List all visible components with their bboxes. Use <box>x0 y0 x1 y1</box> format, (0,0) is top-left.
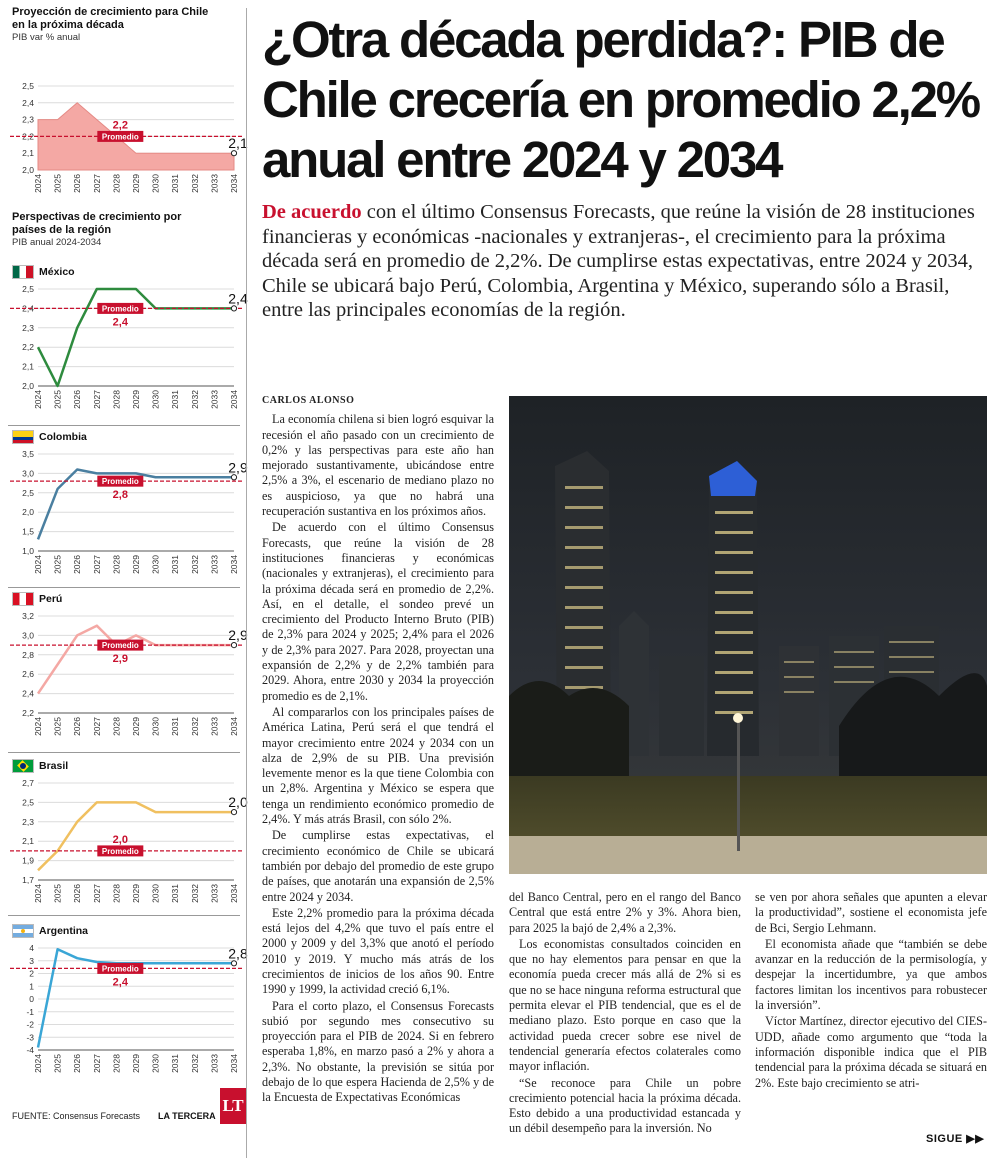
santiago-skyline-photo <box>509 396 987 874</box>
argentina-flag-icon <box>12 924 34 938</box>
x-tick-label: 2032 <box>189 717 200 736</box>
end-value-label: 2,9 <box>228 627 248 644</box>
end-point <box>231 810 236 815</box>
y-tick-label: 2,5 <box>22 81 34 91</box>
y-tick-label: 1,7 <box>22 875 34 885</box>
x-tick-label: 2031 <box>170 884 181 903</box>
y-tick-label: 2,3 <box>22 322 34 333</box>
x-tick-label: 2027 <box>91 555 102 574</box>
x-tick-label: 2032 <box>189 390 200 409</box>
col1-paragraph: La economía chilena si bien logró esquivar la recesión el año pasado con un crecimiento de 0,2% y las perspectivas para este año han mejorado sustantivamente, ubicándose entre 2,5% a 3%, el escenario de mediano plazo no es auspicioso, ya que no habrá una recuperación sustantiva en los próximos años. <box>262 412 494 519</box>
average-value-label: 2,0 <box>112 833 128 846</box>
x-tick-label: 2024 <box>33 717 43 736</box>
col2-paragraph: del Banco Central, pero en el rango del Banco Central que está entre 2% y 3%. Ahora bien, para 2025 la bajó de 2,4% a 2,3%. <box>509 890 741 935</box>
x-tick-label: 2027 <box>91 174 102 193</box>
x-tick-label: 2031 <box>170 174 181 193</box>
y-tick-label: 2,0 <box>22 165 34 175</box>
chile-chart-title: Proyección de crecimiento para Chile en la próxima década <box>12 6 209 31</box>
y-tick-label: 2,2 <box>22 708 34 718</box>
col1-paragraph: Este 2,2% promedio para la próxima década está lejos del 4,2% que tuvo el país entre el 2000 y 2009 y del 3,3% que anotó el período 2010 y 2019. Y mucho más atrás de los crecimientos de inicios de los años 90. Entre 1990 y 1999, la actividad creció 6,1%. <box>262 905 494 997</box>
x-tick-label: 2033 <box>209 174 220 193</box>
x-tick-label: 2033 <box>209 884 220 903</box>
night-city-image <box>509 396 987 874</box>
country-label-mexico <box>12 265 75 279</box>
end-value-label: 2,8 <box>228 945 248 962</box>
promedio-label: Promedio <box>101 641 139 651</box>
average-value-label: 2,2 <box>112 119 128 132</box>
x-tick-label: 2027 <box>91 1054 102 1073</box>
x-tick-label: 2028 <box>111 555 122 574</box>
y-tick-label: 2,7 <box>22 778 34 788</box>
region-title: Perspectivas de crecimiento por países de la región <box>12 211 182 236</box>
col2-paragraph: “Se reconoce para Chile un pobre crecimiento potencial hacia la próxima década. Esto debido a una productividad estancada y un débil desempeño para la inversión. No <box>509 1075 741 1136</box>
x-tick-label: 2025 <box>52 390 63 409</box>
country-label-argentina <box>12 924 88 938</box>
argentina-name: Argentina <box>39 925 89 937</box>
x-tick-label: 2029 <box>131 884 141 903</box>
x-tick-label: 2030 <box>150 884 161 903</box>
x-tick-label: 2028 <box>111 884 122 903</box>
col1-paragraph: De cumplirse estas expectativas, el crecimiento económico de Chile se ubicará también por debajo del promedio de este grupo de países, que anotarán una expansión de 2,5% entre 2024 y 2034. <box>262 828 494 904</box>
y-tick-label: 2,2 <box>22 131 34 142</box>
x-tick-label: 2033 <box>209 555 220 574</box>
x-tick-label: 2033 <box>209 390 220 409</box>
country-label-peru <box>12 592 62 606</box>
col1-paragraph: Al compararlos con los principales países de América Latina, Perú será el que tendrá el mayor crecimiento entre 2024 y 2034 con un alza de 2,9% de su PIB. Una previsión levemente menor es la que tiene Colombia con un 2,8%. Argentina y México se espera que tenga un rendimiento económico promedio de 2,4%. Y más atrás Brasil, con sólo 2%. <box>262 704 494 827</box>
la-tercera-logo: LT <box>220 1088 246 1124</box>
col3-paragraph: El economista añade que “también se debe avanzar en la reducción de la permisología, y despejar la incertidumbre, ya que ambos factores limitan los incentivos para robustecer la inversión”. <box>755 936 987 1013</box>
end-value-label: 2,0 <box>228 794 248 811</box>
y-tick-label: 2 <box>29 968 34 979</box>
end-point <box>231 961 236 966</box>
column-divider <box>246 8 247 1158</box>
x-tick-label: 2031 <box>170 555 181 574</box>
brasil-growth-chart <box>8 777 248 912</box>
x-tick-label: 2025 <box>52 1054 63 1073</box>
col2-paragraph: Los economistas consultados coinciden en que no hay elementos para pensar en que la economía pueda crecer más allá de 2% si es que no se hace ninguna reforma estructural que permita elevar el PIB tendencial, que es el de mediano plazo. Esto porque en caso que la actividad pueda crecer sobre ese nivel de tendencial generaría efectos colaterales como mayor inflación. <box>509 936 741 1074</box>
x-tick-label: 2034 <box>229 884 239 903</box>
article-column-1 <box>262 393 494 1107</box>
y-tick-label: 3 <box>29 955 34 966</box>
average-value-label: 2,9 <box>112 653 128 666</box>
x-tick-label: 2029 <box>131 717 141 736</box>
average-value-label: 2,8 <box>112 489 128 502</box>
x-tick-label: 2024 <box>33 884 43 903</box>
peru-growth-chart <box>8 610 248 745</box>
y-tick-label: 2,0 <box>22 507 34 518</box>
average-value-label: 2,4 <box>112 976 128 989</box>
col1-paragraph: Para el corto plazo, el Consensus Forecasts subió por segundo mes consecutivo su proyección para el PIB de 2024. Si en febrero esperaba 1,8%, en marzo pasó a 2% y ahora a 2,3%. No obstante, la previsión se sitúa por debajo de lo que espera Hacienda de 2,5% y de la Encuesta de Expectativas Económicas <box>262 998 494 1105</box>
x-tick-label: 2029 <box>131 1054 141 1073</box>
y-tick-label: 2,3 <box>22 816 34 827</box>
y-tick-label: -1 <box>26 1006 34 1017</box>
x-tick-label: 2027 <box>91 390 102 409</box>
x-tick-label: 2025 <box>52 884 63 903</box>
article-column-3 <box>755 890 987 1092</box>
y-tick-label: -2 <box>26 1019 34 1030</box>
x-tick-label: 2026 <box>72 174 83 193</box>
y-tick-label: 2,6 <box>22 669 34 680</box>
x-tick-label: 2032 <box>189 174 200 193</box>
x-tick-label: 2026 <box>72 884 83 903</box>
chile-growth-chart <box>8 80 248 202</box>
byline: CARLOS ALONSO <box>262 395 355 406</box>
y-tick-label: 1 <box>29 981 34 992</box>
y-tick-label: 2,4 <box>22 688 34 699</box>
chart-source: FUENTE: Consensus Forecasts <box>12 1111 141 1121</box>
peru-flag-icon <box>12 592 34 606</box>
x-tick-label: 2025 <box>52 555 63 574</box>
y-tick-label: 1,5 <box>22 526 34 537</box>
x-tick-label: 2031 <box>170 1054 181 1073</box>
x-tick-label: 2026 <box>72 717 83 736</box>
x-tick-label: 2030 <box>150 174 161 193</box>
mexico-name: México <box>39 266 75 278</box>
col3-paragraph: se ven por ahora señales que apunten a elevar la productividad”, sostiene el economista jefe de Bci, Sergio Lehmann. <box>755 890 987 935</box>
country-label-colombia <box>12 430 87 444</box>
x-tick-label: 2025 <box>52 717 63 736</box>
y-tick-label: 1,9 <box>22 855 34 866</box>
y-tick-label: 2,1 <box>22 361 34 372</box>
y-tick-label: 2,5 <box>22 284 34 294</box>
peru-name: Perú <box>39 593 63 605</box>
x-tick-label: 2028 <box>111 717 122 736</box>
mexico-flag-icon <box>12 265 34 279</box>
y-tick-label: 2,0 <box>22 381 34 391</box>
promedio-label: Promedio <box>101 964 139 974</box>
y-tick-label: -4 <box>26 1045 34 1055</box>
y-tick-label: 3,0 <box>22 630 34 641</box>
x-tick-label: 2024 <box>33 555 43 574</box>
x-tick-label: 2028 <box>111 174 122 193</box>
x-tick-label: 2034 <box>229 174 239 193</box>
end-point <box>231 643 236 648</box>
y-tick-label: 2,1 <box>22 148 34 159</box>
x-tick-label: 2029 <box>131 390 141 409</box>
y-tick-label: 3,5 <box>22 449 34 459</box>
x-tick-label: 2030 <box>150 555 161 574</box>
country-label-brasil <box>12 759 68 773</box>
y-tick-label: 2,1 <box>22 836 34 847</box>
colombia-growth-chart <box>8 448 248 583</box>
y-tick-label: 2,5 <box>22 797 34 808</box>
x-tick-label: 2032 <box>189 1054 200 1073</box>
y-tick-label: 2,3 <box>22 114 34 125</box>
x-tick-label: 2028 <box>111 390 122 409</box>
lead-text: con el último Consensus Forecasts, que reúne la visión de 28 instituciones financieras y económicas -nacionales y extranjeras-, el crecimiento para la próxima década será en promedio de 2,2%. De cumplirse estas expectativas, entre 2024 y 2034, Chile se ubicará bajo Perú, Colombia, Argentina y México, superando sólo a Brasil, entre las principales economías de la región. <box>262 201 975 321</box>
newspaper-name: LA TERCERA <box>158 1111 216 1121</box>
average-value-label: 2,4 <box>112 316 128 329</box>
x-tick-label: 2034 <box>229 555 239 574</box>
y-tick-label: 1,0 <box>22 546 34 556</box>
y-tick-label: 2,8 <box>22 649 34 660</box>
x-tick-label: 2027 <box>91 884 102 903</box>
colombia-flag-icon <box>12 430 34 444</box>
promedio-label: Promedio <box>101 132 139 142</box>
mexico-growth-chart <box>8 283 248 418</box>
x-tick-label: 2028 <box>111 1054 122 1073</box>
article-column-2 <box>509 890 741 1138</box>
x-tick-label: 2025 <box>52 174 63 193</box>
end-point <box>231 475 236 480</box>
col3-paragraph: Víctor Martínez, director ejecutivo del CIES-UDD, añade como argumento que “toda la información disponible indica que el PIB tendencial para la próxima década se situará en 2%. Este bajo crecimiento se atri- <box>755 1014 987 1090</box>
y-tick-label: 0 <box>29 994 34 1004</box>
argentina-growth-chart <box>8 942 248 1082</box>
region-subtitle: PIB anual 2024-2034 <box>12 237 102 248</box>
x-tick-label: 2024 <box>33 174 43 193</box>
article-headline: ¿Otra década perdida?: PIB de Chile crecería en promedio 2,2% anual entre 2024 y 2034 <box>262 11 979 188</box>
x-tick-label: 2031 <box>170 390 181 409</box>
y-tick-label: 3,2 <box>22 611 34 621</box>
brasil-flag-icon <box>12 759 34 773</box>
end-value-label: 2,1 <box>228 135 248 152</box>
x-tick-label: 2033 <box>209 717 220 736</box>
end-value-label: 2,4 <box>228 290 248 307</box>
x-tick-label: 2026 <box>72 1054 83 1073</box>
y-tick-label: 2,4 <box>22 97 34 108</box>
x-tick-label: 2034 <box>229 390 239 409</box>
end-point <box>231 306 236 311</box>
y-tick-label: -3 <box>26 1032 34 1043</box>
x-tick-label: 2024 <box>33 390 43 409</box>
x-tick-label: 2032 <box>189 555 200 574</box>
x-tick-label: 2030 <box>150 717 161 736</box>
x-tick-label: 2032 <box>189 884 200 903</box>
y-tick-label: 3,0 <box>22 468 34 479</box>
y-tick-label: 2,5 <box>22 487 34 498</box>
colombia-name: Colombia <box>39 431 87 443</box>
end-point <box>231 151 236 156</box>
end-value-label: 2,9 <box>228 459 248 476</box>
x-tick-label: 2024 <box>33 1054 43 1073</box>
x-tick-label: 2031 <box>170 717 181 736</box>
x-tick-label: 2026 <box>72 390 83 409</box>
x-tick-label: 2034 <box>229 1054 239 1073</box>
promedio-label: Promedio <box>101 477 139 487</box>
promedio-label: Promedio <box>101 304 139 314</box>
x-tick-label: 2027 <box>91 717 102 736</box>
x-tick-label: 2026 <box>72 555 83 574</box>
x-tick-label: 2033 <box>209 1054 220 1073</box>
continue-label[interactable]: SIGUE ▶▶ <box>926 1133 985 1145</box>
x-tick-label: 2030 <box>150 1054 161 1073</box>
y-tick-label: 4 <box>29 943 34 953</box>
x-tick-label: 2030 <box>150 390 161 409</box>
x-tick-label: 2029 <box>131 555 141 574</box>
y-tick-label: 2,2 <box>22 342 34 353</box>
infographic-sidebar <box>8 0 248 1171</box>
y-tick-label: 2,4 <box>22 303 34 314</box>
lead-start: De acuerdo <box>262 201 362 223</box>
col1-paragraph: De acuerdo con el último Consensus Forecasts, que reúne la visión de 28 instituciones financieras y económicas (nacionales y extranjeras), el crecimiento para la próxima década será en promedio de 2,2%. Así, en el detalle, el sondeo prevé un crecimiento del Producto Interno Bruto (PIB) de 2,3% para 2024 y 2025; 2,4% para el 2026 y de 2,3% para 2027. Para 2028, proyectan una expansión de 2,2% y de 2,2% también para 2029. Ahora, entre 2030 y 2034 la proyección promedio es de 2,1%. <box>262 520 494 703</box>
chile-chart-subtitle: PIB var % anual <box>12 32 81 43</box>
x-tick-label: 2029 <box>131 174 141 193</box>
article-lead <box>262 200 987 323</box>
promedio-label: Promedio <box>101 846 139 856</box>
x-tick-label: 2034 <box>229 717 239 736</box>
brasil-name: Brasil <box>39 760 69 772</box>
